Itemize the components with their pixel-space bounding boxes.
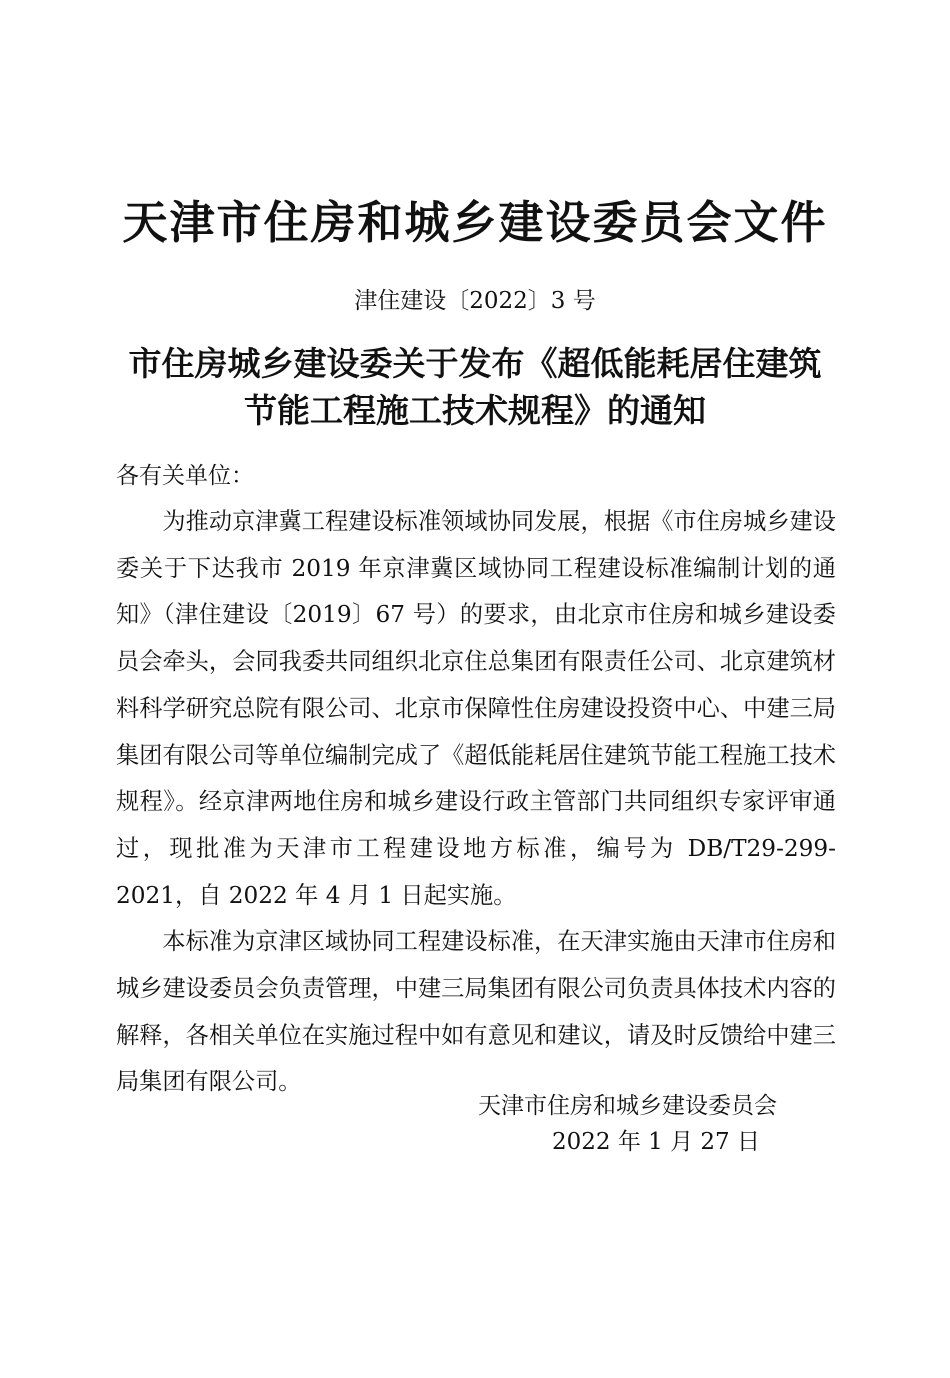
signature-block — [478, 1088, 828, 1160]
document-number: 津住建设〔2022〕3 号 — [354, 288, 596, 314]
body-text — [116, 499, 836, 1106]
salutation: 各有关单位： — [116, 463, 254, 489]
notice-title-line-1: 市住房城乡建设委关于发布《超低能耗居住建筑 — [128, 344, 822, 383]
document-header-title: 天津市住房和城乡建设委员会文件 — [122, 196, 828, 249]
notice-title — [100, 340, 850, 434]
signature-organization: 天津市住房和城乡建设委员会 — [478, 1093, 777, 1119]
notice-title-line-2: 节能工程施工技术规程》的通知 — [244, 391, 706, 430]
signature-date: 2022 年 1 月 27 日 — [552, 1129, 760, 1155]
body-paragraph-2: 本标准为京津区域协同工程建设标准，在天津实施由天津市住房和城乡建设委员会负责管理，中建三局集团有限公司负责具体技术内容的解释，各相关单位在实施过程中如有意见和建议，请及时反馈给中建三局集团有限公司。 — [116, 928, 836, 1096]
body-paragraph-1: 为推动京津冀工程建设标准领域协同发展，根据《市住房城乡建设委关于下达我市 2019 年京津冀区域协同工程建设标准编制计划的通知》（津住建设〔2019〕67 号）的要求，由北京市住房和城乡建设委员会牵头，会同我委共同组织北京住总集团有限责任公司、北京建筑材料科学研究总院有限公司、北京市保障性住房建设投资中心、中建三局集团有限公司等单位编制完成了《超低能耗居住建筑节能工程施工技术规程》。经京津两地住房和城乡建设行政主管部门共同组织专家评审通过，现批准为天津市工程建设地方标准，编号为 DB/T29-299-2021，自 2022 年 4 月 1 日起实施。 — [116, 508, 836, 909]
